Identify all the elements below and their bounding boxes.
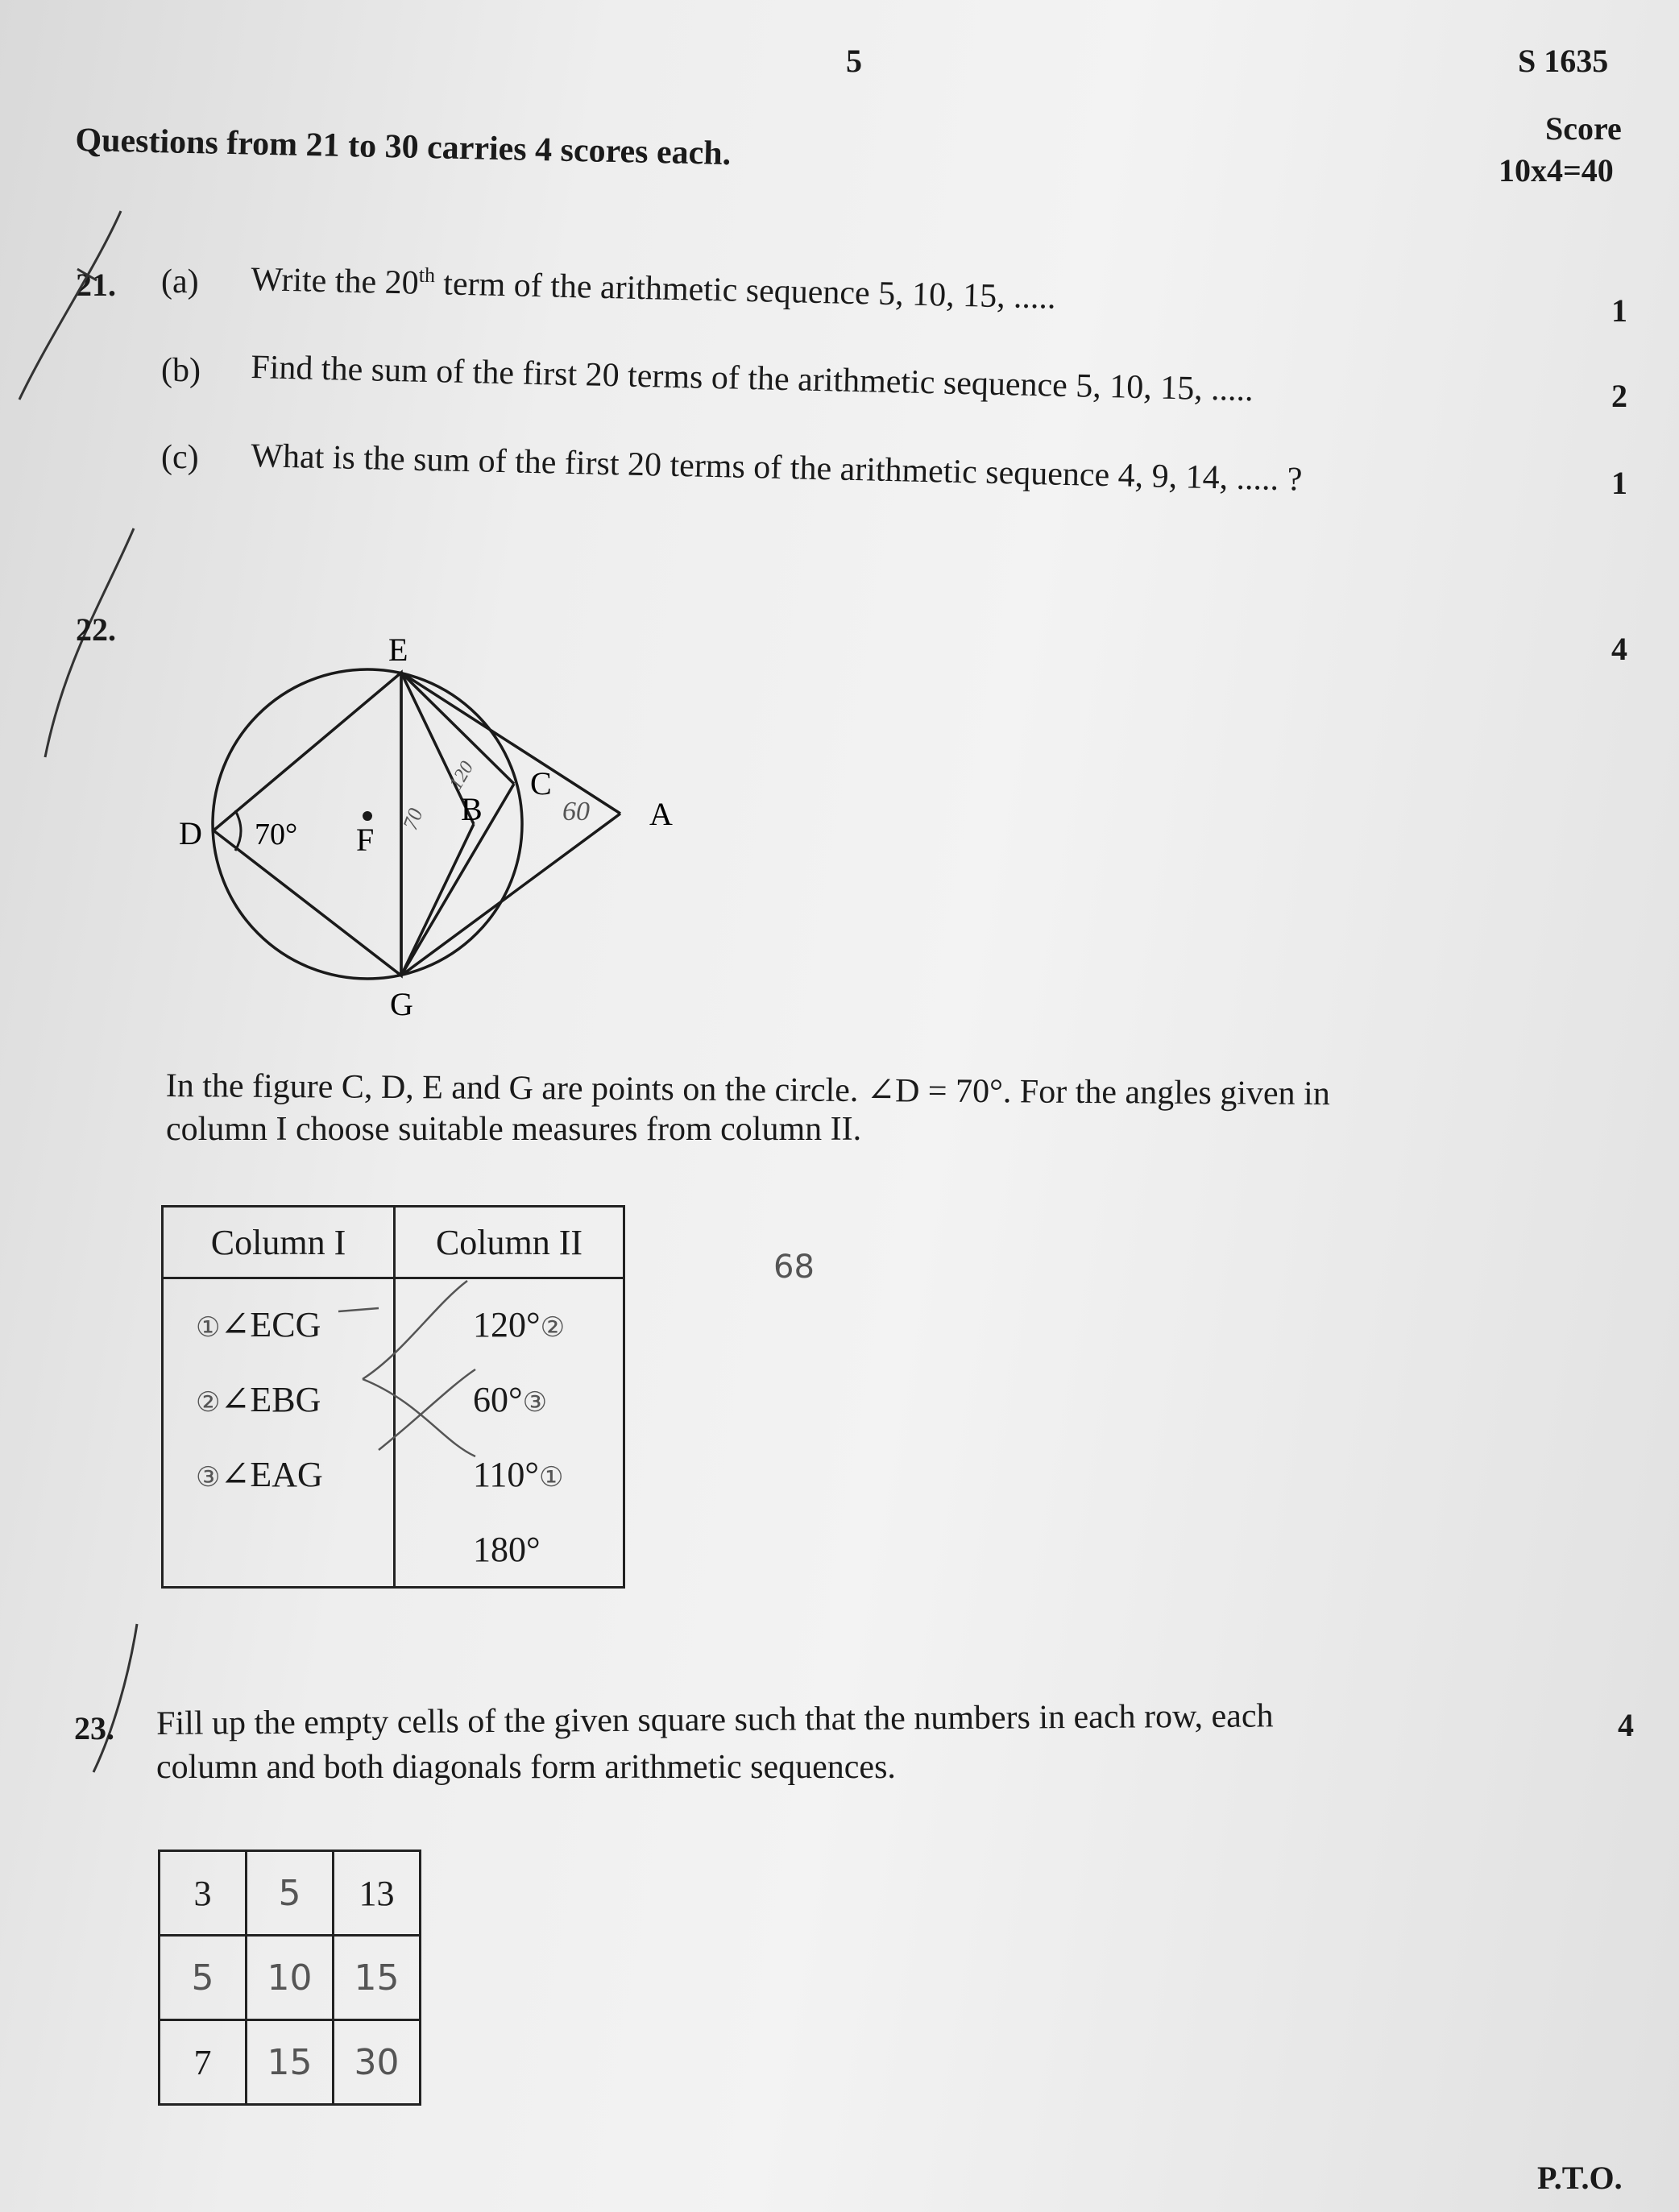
cell-r2c2[interactable]: 10: [247, 1936, 334, 2020]
column2-item-3: 110°①: [473, 1455, 564, 1494]
q21-number: 21.: [76, 267, 116, 303]
q23-text-line2: column and both diagonals form arithmetic sequences.: [156, 1749, 896, 1786]
label-b: B: [461, 791, 483, 827]
q22-score: 4: [1611, 631, 1627, 667]
q22-text-line2: column I choose suitable measures from column II.: [166, 1111, 862, 1148]
q21c-text: What is the sum of the first 20 terms of the arithmetic sequence 4, 9, 14, ..... ?: [250, 437, 1303, 499]
score-formula: 10x4=40: [1499, 152, 1614, 188]
margin-doodle: 68: [773, 1249, 815, 1286]
q21a-score: 1: [1611, 292, 1627, 329]
label-a: A: [649, 796, 673, 832]
column2-header: Column II: [395, 1207, 624, 1278]
pencil-note-60: 60: [562, 797, 590, 826]
column2-item-2: 60°③: [473, 1380, 548, 1419]
q21a-text: Write the 20th term of the arithmetic sequence 5, 10, 15, .....: [250, 260, 1057, 317]
q21b-label: (b): [161, 352, 201, 389]
label-d: D: [179, 815, 202, 851]
cell-r3c1: 7: [160, 2020, 247, 2105]
label-g: G: [390, 986, 413, 1022]
score-label: Score: [1545, 110, 1622, 147]
column1-item-3: ③∠EAG: [196, 1455, 323, 1494]
q21b-score: 2: [1611, 378, 1627, 414]
column1-header: Column I: [163, 1207, 395, 1278]
q22-number: 22.: [76, 611, 116, 648]
cell-r2c3[interactable]: 15: [334, 1936, 421, 2020]
q21b-text: Find the sum of the first 20 terms of the arithmetic sequence 5, 10, 15, .....: [250, 348, 1254, 409]
cell-r1c2[interactable]: 5: [247, 1851, 334, 1936]
paper-code: S 1635: [1518, 43, 1609, 79]
pto-label: P.T.O.: [1537, 2160, 1623, 2196]
pencil-note-70: 70: [398, 805, 428, 834]
q21a-label: (a): [161, 263, 199, 300]
arithmetic-square: [158, 1850, 421, 2106]
label-f: F: [356, 822, 375, 858]
q23-text-line1: Fill up the empty cells of the given square such that the numbers in each row, each: [156, 1697, 1274, 1742]
cell-r3c2[interactable]: 15: [247, 2020, 334, 2105]
cell-r2c1[interactable]: 5: [160, 1936, 247, 2020]
label-c: C: [530, 765, 552, 802]
column2-item-1: 120°②: [473, 1305, 566, 1344]
q21c-label: (c): [161, 439, 199, 476]
angle-d-label: 70°: [255, 818, 298, 851]
cell-r3c3[interactable]: 30: [334, 2020, 421, 2105]
q21c-score: 1: [1611, 465, 1627, 501]
column1-item-1: ①∠ECG: [196, 1305, 321, 1344]
q23-score: 4: [1618, 1707, 1634, 1743]
cell-r1c3: 13: [334, 1851, 421, 1936]
pencil-note-120: 120: [445, 757, 479, 793]
column2-item-4: 180°: [473, 1530, 541, 1569]
column1-item-2: ②∠EBG: [196, 1380, 321, 1419]
page-number: 5: [846, 43, 862, 79]
q23-number: 23.: [74, 1710, 114, 1746]
q22-text-line1: In the figure C, D, E and G are points on the circle. ∠D = 70°. For the angles given in: [165, 1067, 1330, 1113]
section-instruction: Questions from 21 to 30 carries 4 scores each.: [75, 121, 732, 173]
cell-r1c1: 3: [160, 1851, 247, 1936]
label-e: E: [388, 632, 408, 668]
